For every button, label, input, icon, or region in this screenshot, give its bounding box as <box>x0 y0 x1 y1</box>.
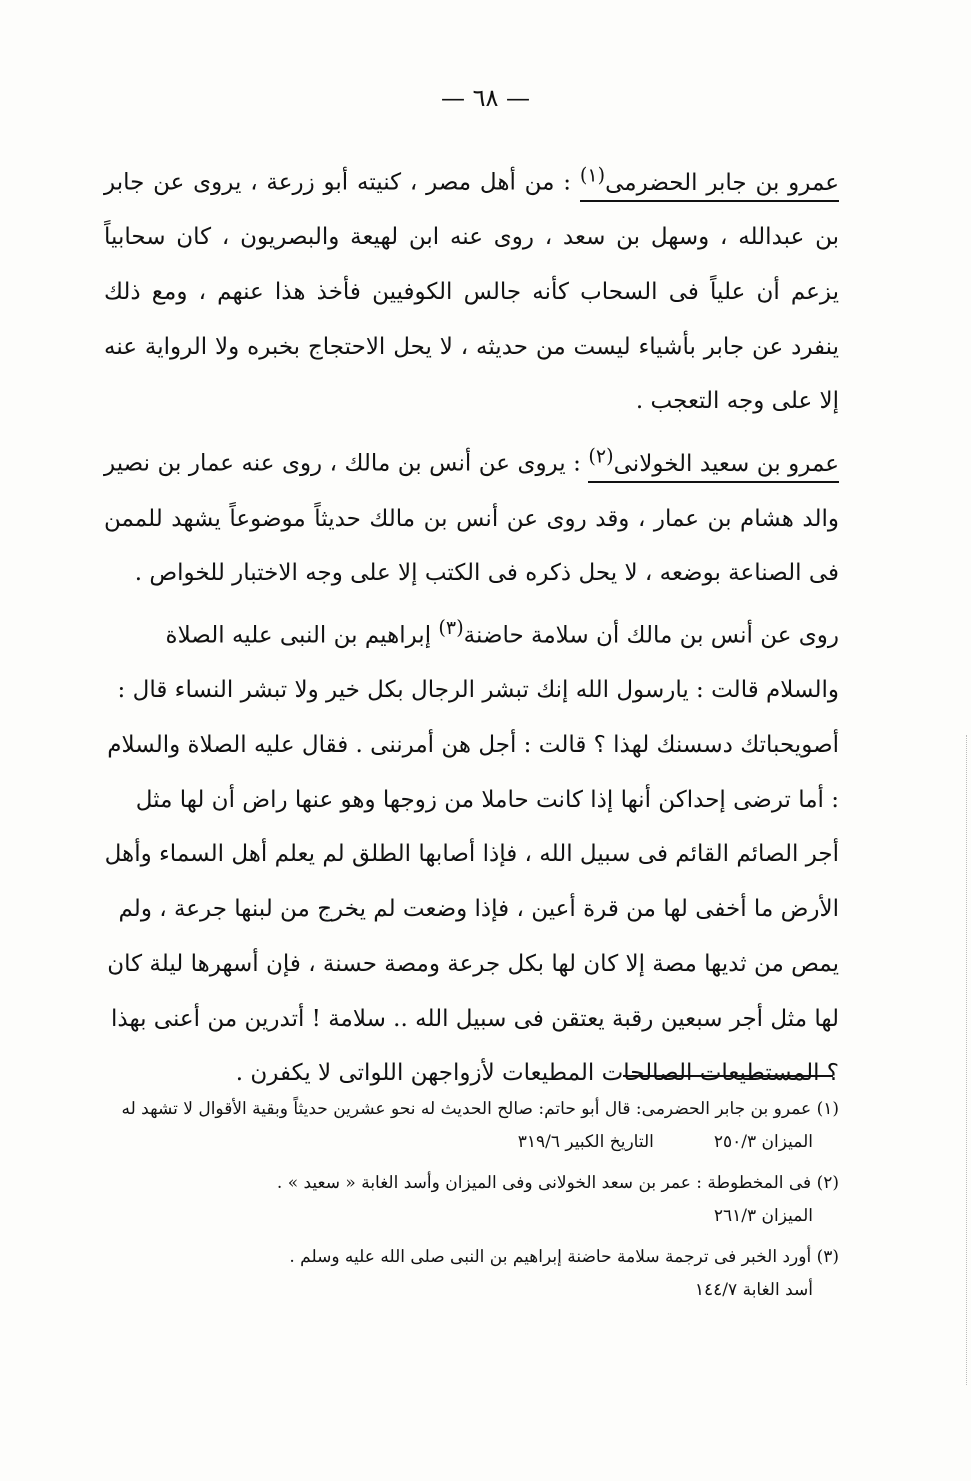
footnote-separator <box>623 1075 833 1077</box>
footnote-2: (٢) فى المخطوطة : عمر بن سعد الخولانى وفى الميزان وأسد الغابة « سعيد » . الميزان ٢٦١/٣ <box>104 1167 839 1233</box>
body-text <box>104 148 839 1101</box>
footnote-refs: الميزان ٢٦١/٣ <box>713 1206 813 1226</box>
footnote-refs: الميزان ٢٥٠/٣التاريخ الكبير ٣١٩/٦ <box>517 1132 813 1152</box>
paragraph-text-start: روى عن أنس بن مالك أن سلامة حاضنة <box>463 622 839 649</box>
paragraph-text: : يروى عن أنس بن مالك ، روى عنه عمار بن نصير والد هشام بن عمار ، وقد روى عن أنس بن مالك حديثاً موضوعاً يشهد للممن فى الصناعة بوضعه ، لا يحل ذكره فى الكتب إلا على وجه الاختبار للخواص . <box>104 450 839 587</box>
entry-heading: عمرو بن سعيد الخولانى$^{(٢)}$ <box>588 451 839 483</box>
footnote-refs: أسد الغابة ١٤٤/٧ <box>694 1280 813 1300</box>
paragraph-text: إبراهيم بن النبى عليه الصلاة والسلام قالت : يارسول الله إنك تبشر الرجال بكل خير ولا تبشر النساء قال : أصويحباتك دسسنك لهذا ؟ قالت : أجل هن أمرننى . فقال عليه الصلاة والسلام : أما ترضى إحداكن أنها إذا كانت حاملا من زوجها وهو عنها راض أن لها مثل أجر الصائم القائم فى سبيل الله ، فإذا أصابها الطلق لم يعلم أهل السماء وأهل الأرض ما أخفى لها من قرة أعين ، فإذا وضعت لم يخرج من لبنها جرعة ، ولم يمص من ثديها مصة إلا كان لها بكل جرعة ومصة حسنة ، فإن أسهرها ليلة كان لها مثل أجر سبعين رقبة يعتقن فى سبيل الله .. سلامة ! أتدرين من أعنى بهذا ؟ المستطيعات الصالحات المطيعات لأزواجهن اللواتى لا يكفرن . <box>104 622 839 1087</box>
paragraph-salama-hadith <box>104 601 839 1101</box>
footnote-ref: (٣) <box>438 615 464 639</box>
paragraph-amr-ibn-jabir <box>104 148 839 429</box>
footnote-1: (١) عمرو بن جابر الحضرمى: قال أبو حاتم: صالح الحديث له نحو عشرين حديثاً وبقية الأقوال لا تشهد له الميزان ٢٥٠/٣التاريخ الكبير ٣١٩/٦ <box>104 1093 839 1159</box>
footnote-ref: (١) <box>579 163 606 186</box>
scan-edge <box>966 735 967 1385</box>
footnote-ref: (٢) <box>588 444 614 468</box>
paragraph-amr-ibn-said <box>104 429 839 601</box>
paragraph-text: : من أهل مصر ، كنيته أبو زرعة ، يروى عن جابر بن عبدالله ، وسهل بن سعد ، روى عنه ابن لهيعة والبصريون ، كان سحابياً يزعم أن علياً فى السحاب كأنه جالس الكوفيين فأخذ هذا عنهم ، ومع ذلك ينفرد عن جابر بأشياء ليست من حديثه ، لا يحل الاحتجاج بخبره ولا الرواية عنه إلا على وجه التعجب . <box>104 169 839 415</box>
page-number: — ٦٨ — <box>440 84 531 112</box>
footnote-3: (٣) أورد الخبر فى ترجمة سلامة حاضنة إبراهيم بن النبى صلى الله عليه وسلم . أسد الغابة ١٤٤/٧ <box>104 1241 839 1307</box>
entry-heading: عمرو بن جابر الحضرمى$^{(١)}$ <box>580 170 839 202</box>
footnotes <box>104 1093 839 1315</box>
